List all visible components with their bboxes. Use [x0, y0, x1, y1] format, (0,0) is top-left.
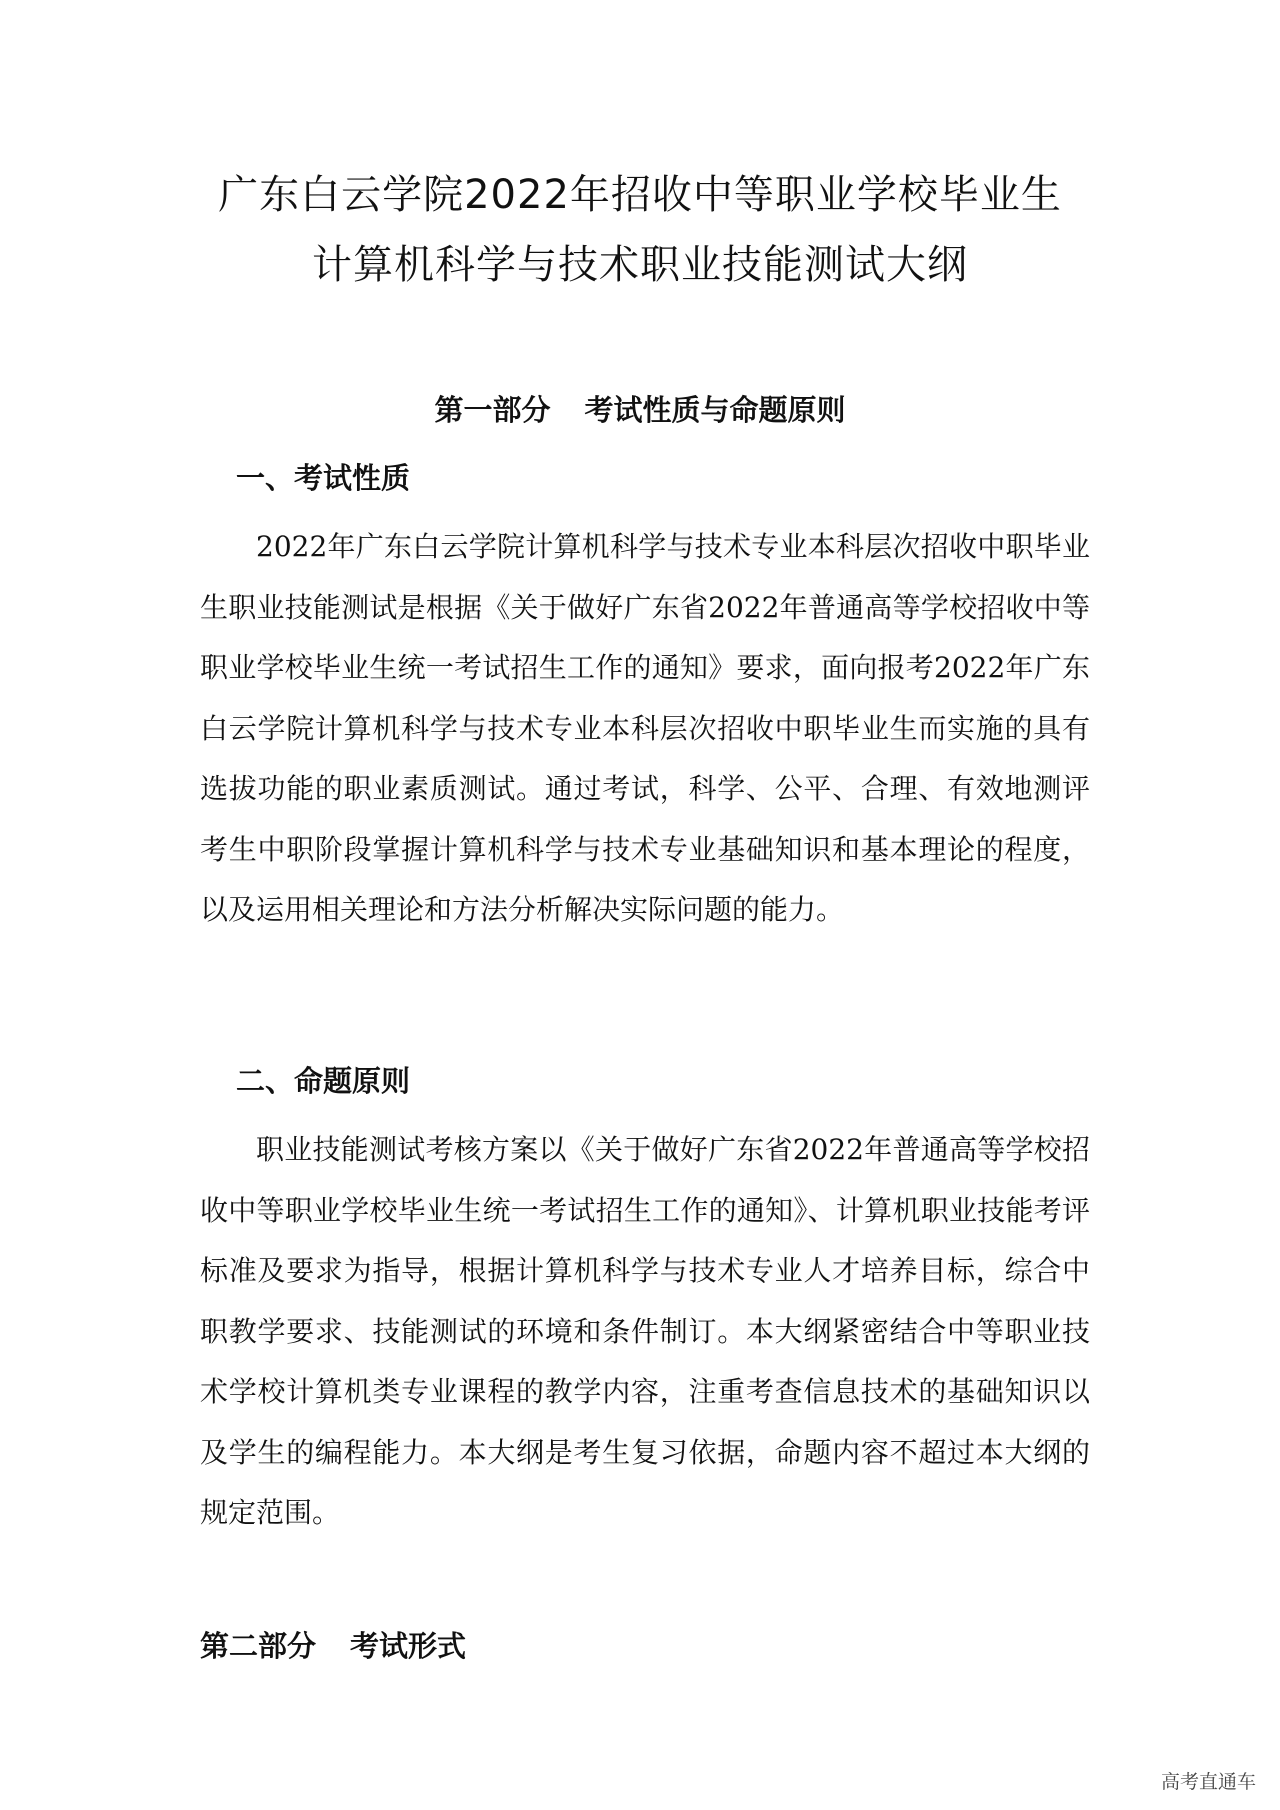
section-two-paragraph: 职业技能测试考核方案以《关于做好广东省2022年普通高等学校招收中等职业学校毕业生统一考试招生工作的通知》、计算机职业技能考评标准及要求为指导，根据计算机科学与技术专业人才培养目标，综合中职教学要求、技能测试的环境和条件制订。本大纲紧密结合中等职业技术学校计算机类专业课程的教学内容，注重考查信息技术的基础知识以及学生的编程能力。本大纲是考生复习依据，命题内容不超过本大纲的规定范围。 [200, 1133, 1090, 1529]
part-two-number: 第二部分 [200, 1629, 317, 1663]
source-watermark: 高考直通车 [1160, 1771, 1256, 1793]
section-one-paragraph: 2022年广东白云学院计算机科学与技术专业本科层次招收中职毕业生职业技能测试是根据《关于做好广东省2022年普通高等学校招收中等职业学校毕业生统一考试招生工作的通知》要求，面向报考2022年广东白云学院计算机科学与技术专业本科层次招收中职毕业生而实施的具有选拔功能的职业素质测试。通过考试，科学、公平、合理、有效地测评考生中职阶段掌握计算机科学与技术专业基础知识和基本理论的程度，以及运用相关理论和方法分析解决实际问题的能力。 [200, 530, 1090, 926]
part-one-heading [0, 388, 1280, 429]
section-one-heading: 一、考试性质 [236, 461, 411, 495]
document-title [0, 160, 1280, 300]
part-two-name: 考试形式 [350, 1629, 467, 1663]
part-two-heading [200, 1624, 466, 1665]
part-one-number: 第一部分 [434, 393, 551, 427]
part-one-name: 考试性质与命题原则 [584, 393, 846, 427]
section-two-heading: 二、命题原则 [236, 1064, 411, 1098]
title-line-2: 计算机科学与技术职业技能测试大纲 [312, 242, 968, 288]
title-line-1: 广东白云学院2022年招收中等职业学校毕业生 [218, 172, 1062, 218]
